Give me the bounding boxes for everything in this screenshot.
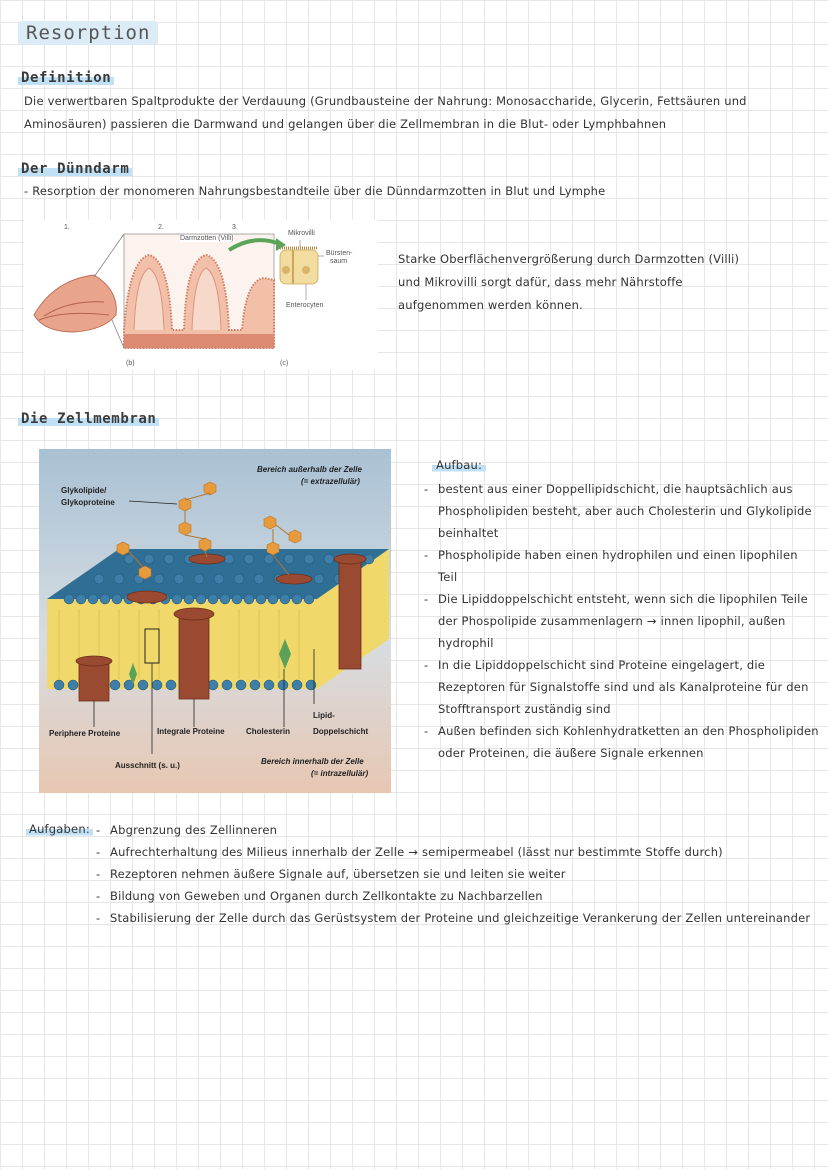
aufbau-item: - Die Lipiddoppelschicht entsteht, wenn sich die lipophilen Teile der Phospolipide zusammenlagern → innen lipophil, außen hydrophil xyxy=(424,588,820,654)
membrane-label-cholesterin: Cholesterin xyxy=(246,727,291,736)
definition-heading: Definition xyxy=(18,70,114,86)
aufbau-item: - In die Lipiddoppelschicht sind Proteine eingelagert, die Rezeptoren für Signalstoffe sind und als Kanalproteine für den Stofftransport zuständig sind xyxy=(424,654,820,720)
fig-label-c: (c) xyxy=(280,360,289,367)
aufgaben-label: Aufgaben: xyxy=(26,822,93,836)
aufbau-item: - Phospholipide haben einen hydrophilen und einen lipophilen Teil xyxy=(424,544,820,588)
membrane-label-integrale: Integrale Proteine xyxy=(157,727,225,736)
fig-label-buersten: Bürsten- xyxy=(326,250,353,257)
membrane-label-periphere: Periphere Proteine xyxy=(49,729,121,738)
duenndarm-bullet-text: Resorption der monomeren Nahrungsbestandteile über die Dünndarmzotten in Blut und Lymphe xyxy=(32,184,606,198)
membrane-label-intra-2: (= intrazellulär) xyxy=(311,769,369,778)
membrane-label-lipid-2: Doppelschicht xyxy=(313,727,369,736)
membrane-label-extra-2: (= extrazellulär) xyxy=(301,477,360,486)
duenndarm-bullet: - Resorption der monomeren Nahrungsbestandteile über die Dünndarmzotten in Blut und Lymphe xyxy=(24,184,606,198)
membrane-label-intra-1: Bereich innerhalb der Zelle xyxy=(261,757,364,766)
duenndarm-note-1: Starke Oberflächenvergrößerung durch Darmzotten (Villi) xyxy=(398,252,740,266)
membrane-label-lipid-1: Lipid- xyxy=(313,711,335,720)
fig-label-b: (b) xyxy=(126,360,135,367)
fig-label-saum: saum xyxy=(330,258,348,265)
membrane-label-glyko-2: Glykoproteine xyxy=(61,498,115,507)
aufgaben-item: - Aufrechterhaltung des Milieus innerhalb der Zelle → semipermeabel (lässt nur bestimmte Stoffe durch) xyxy=(96,841,824,863)
membrane-figure xyxy=(39,449,391,793)
intestine-figure-svg xyxy=(24,220,378,370)
aufgaben-item: - Stabilisierung der Zelle durch das Gerüstsystem der Proteine und gleichzeitige Verankerung der Zellen untereinander xyxy=(96,907,824,929)
fig-label-3: 3. xyxy=(232,224,238,231)
fig-label-enterocyten: Enterocyten xyxy=(286,302,324,309)
aufgaben-item: - Bildung von Geweben und Organen durch Zellkontakte zu Nachbarzellen xyxy=(96,885,824,907)
aufbau-heading: Aufbau: xyxy=(432,458,486,472)
zellmembran-heading: Die Zellmembran xyxy=(18,411,159,427)
aufgaben-item: - Abgrenzung des Zellinneren xyxy=(96,819,824,841)
intestine-figure xyxy=(24,220,378,370)
membrane-label-ausschnitt: Ausschnitt (s. u.) xyxy=(115,761,180,770)
fig-label-2: 2. xyxy=(158,224,164,231)
page-title: Resorption xyxy=(18,21,158,45)
aufbau-item: - bestent aus einer Doppellipidschicht, die hauptsächlich aus Phospholipiden besteht, aber auch Cholesterin und Glykolipide beinhaltet xyxy=(424,478,820,544)
fig-label-darmzotten: Darmzotten (Villi) xyxy=(180,235,234,242)
definition-line-2: Aminosäuren) passieren die Darmwand und gelangen über die Zellmembran in die Blut- oder Lymphbahnen xyxy=(24,117,667,131)
fig-label-mikrovilli: Mikrovilli xyxy=(288,230,315,237)
duenndarm-note-2: und Mikrovilli sorgt dafür, dass mehr Nährstoffe xyxy=(398,275,683,289)
membrane-label-glyko-1: Glykolipide/ xyxy=(61,486,107,495)
aufbau-item: - Außen befinden sich Kohlenhydratketten an den Phospholipiden oder Proteinen, die äußere Signale erkennen xyxy=(424,720,820,764)
membrane-label-extra-1: Bereich außerhalb der Zelle xyxy=(257,465,362,474)
aufgaben-list xyxy=(96,819,824,929)
duenndarm-heading: Der Dünndarm xyxy=(18,161,132,177)
aufgaben-item: - Rezeptoren nehmen äußere Signale auf, übersetzen sie und leiten sie weiter xyxy=(96,863,824,885)
duenndarm-note-3: aufgenommen werden können. xyxy=(398,298,583,312)
fig-label-1: 1. xyxy=(64,224,70,231)
aufbau-list xyxy=(424,478,820,764)
definition-line-1: Die verwertbaren Spaltprodukte der Verdauung (Grundbausteine der Nahrung: Monosaccharide, Glycerin, Fettsäuren und xyxy=(24,94,747,108)
